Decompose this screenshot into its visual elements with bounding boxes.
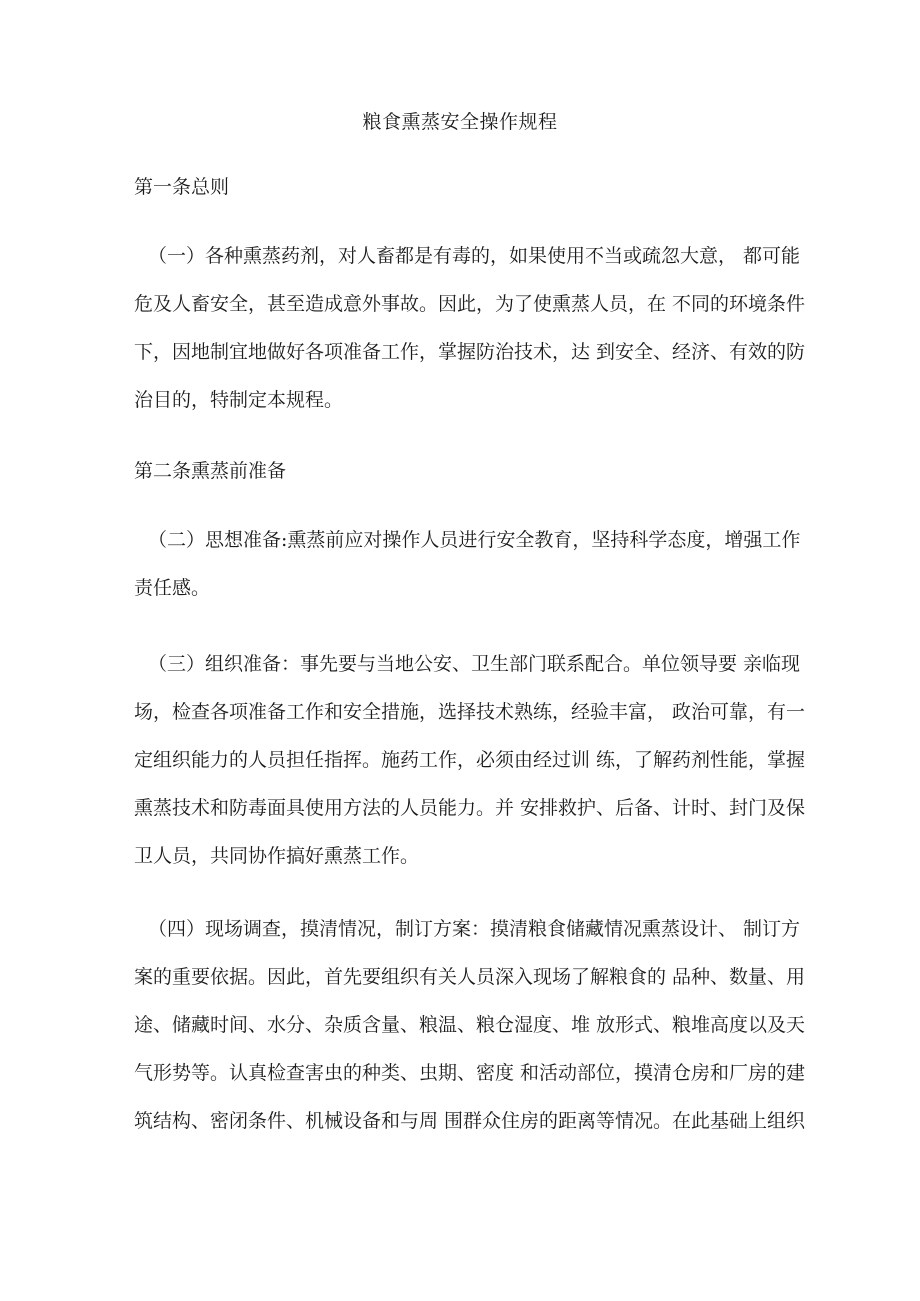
paragraph-4 [134, 905, 806, 1145]
paragraph-1 [134, 232, 806, 424]
paragraph-line: 责任感。 [134, 577, 211, 599]
paragraph-line: 筑结构、密闭条件、机械设备和与周 围群众住房的距离等情况。在此基础上组织 [134, 1110, 806, 1132]
paragraph-line: 卫人员，共同协作搞好熏蒸工作。 [134, 845, 420, 867]
paragraph-line: 途、储藏时间、水分、杂质含量、粮温、粮仓湿度、堆 放形式、粮堆高度以及天 [134, 1014, 806, 1036]
paragraph-line: 案的重要依据。因此，首先要组织有关人员深入现场了解粮食的 品种、数量、用 [134, 966, 806, 988]
document-title: 粮食熏蒸安全操作规程 [362, 111, 558, 133]
section-heading-preparation: 第二条熏蒸前准备 [134, 460, 287, 482]
paragraph-line: 熏蒸技术和防毒面具使用方法的人员能力。并 安排救护、后备、计时、封门及保 [134, 797, 806, 819]
paragraph-line: 下，因地制宜地做好各项准备工作，掌握防治技术，达 到安全、经济、有效的防 [134, 341, 806, 363]
paragraph-line: 危及人畜安全，甚至造成意外事故。因此，为了使熏蒸人员，在 不同的环境条件 [134, 293, 806, 315]
section-heading-general: 第一条总则 [134, 176, 230, 198]
paragraph-line: 气形势等。认真检查害虫的种类、虫期、密度 和活动部位，摸清仓房和厂房的建 [134, 1062, 806, 1084]
paragraph-3 [134, 640, 806, 880]
paragraph-line: 治目的，特制定本规程。 [134, 389, 344, 411]
paragraph-line: （三）组织准备：事先要与当地公安、卫生部门联系配合。单位领导要 亲临现 [148, 653, 801, 675]
paragraph-line: （二）思想准备:熏蒸前应对操作人员进行安全教育，坚持科学态度，增强工作 [148, 529, 801, 551]
paragraph-line: （四）现场调查，摸清情况，制订方案：摸清粮食储藏情况熏蒸设计、 制订方 [148, 918, 801, 940]
paragraph-line: 场，检查各项准备工作和安全措施，选择技术熟练，经验丰富， 政治可靠，有一 [134, 701, 806, 723]
paragraph-line: 定组织能力的人员担任指挥。施药工作，必须由经过训 练，了解药剂性能，掌握 [134, 749, 806, 771]
paragraph-2 [134, 516, 801, 612]
paragraph-line: （一）各种熏蒸药剂，对人畜都是有毒的，如果使用不当或疏忽大意， 都可能 [148, 245, 801, 267]
